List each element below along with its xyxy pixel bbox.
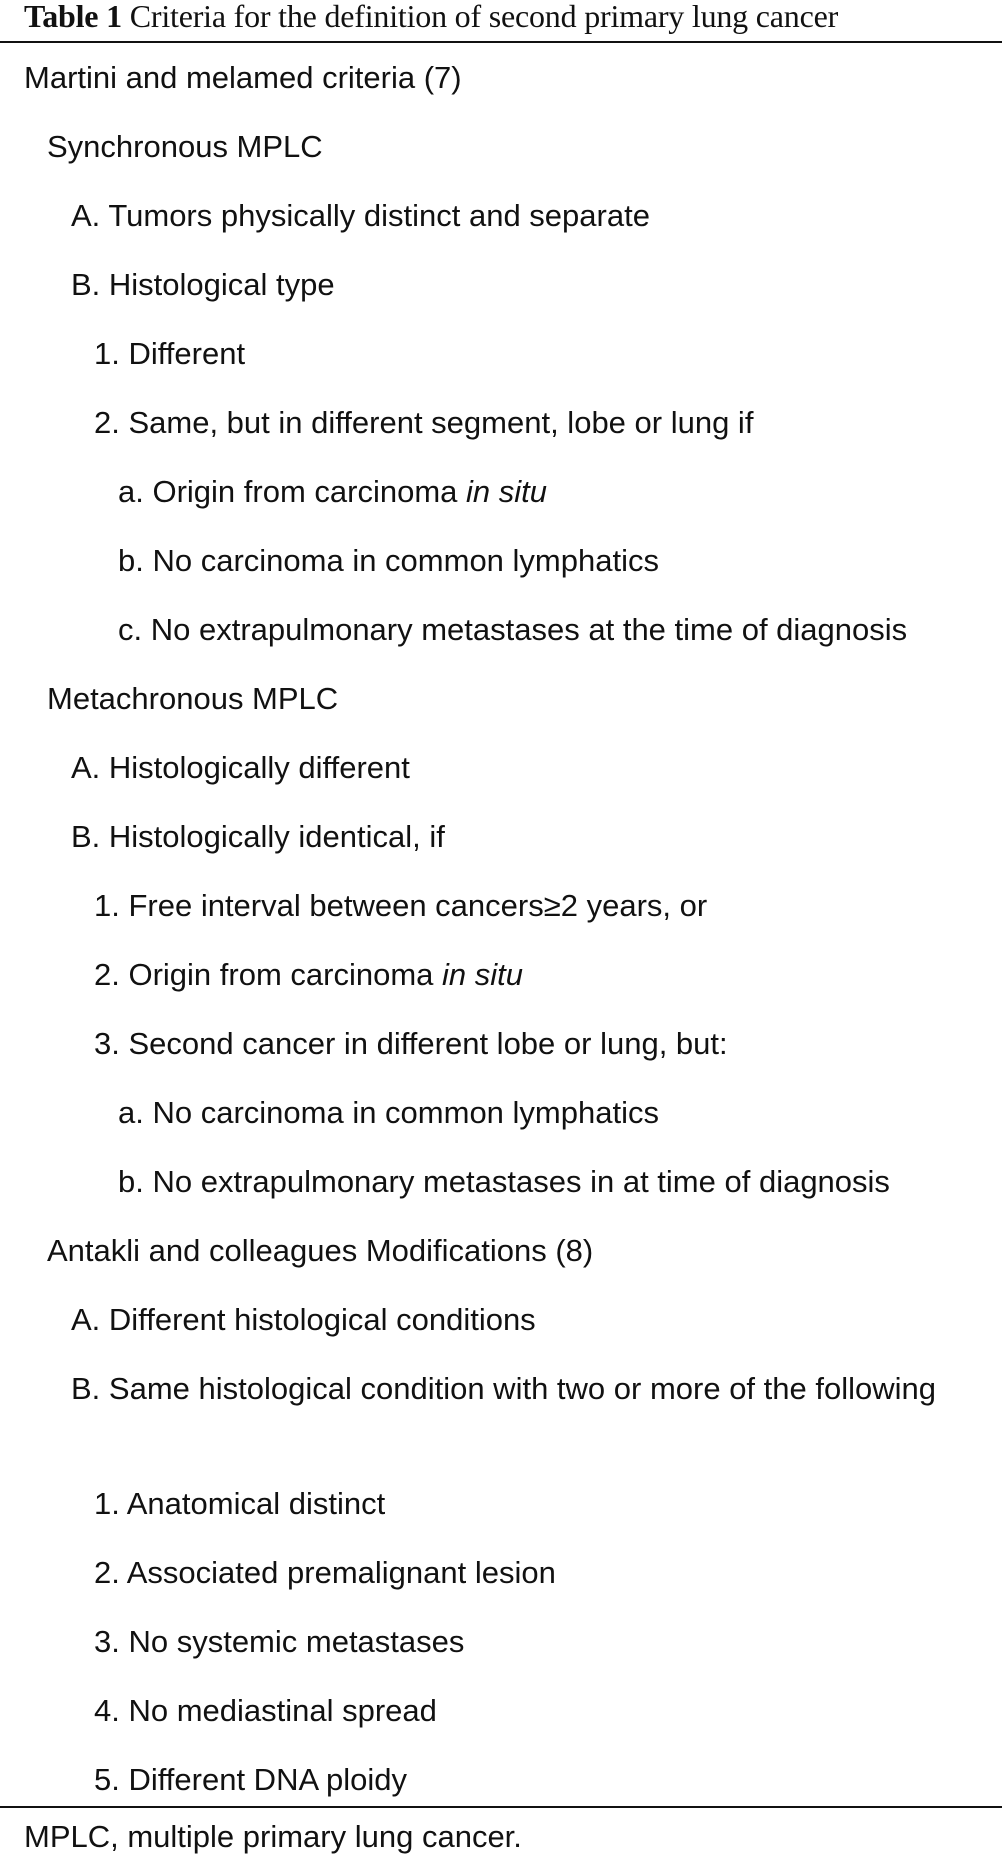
criteria-item: A. Tumors physically distinct and separate xyxy=(71,198,650,233)
criteria-item: b. No carcinoma in common lymphatics xyxy=(118,543,659,578)
table-bottom-rule xyxy=(0,1806,1002,1808)
criteria-item: 3. Second cancer in different lobe or lung, but: xyxy=(94,1026,728,1061)
criteria-item: 2. Same, but in different segment, lobe or lung if xyxy=(94,405,754,440)
criteria-item: a. Origin from carcinoma in situ xyxy=(118,474,547,509)
criteria-item: 4. No mediastinal spread xyxy=(94,1693,437,1728)
criteria-item: 5. Different DNA ploidy xyxy=(94,1762,408,1797)
table-caption xyxy=(24,0,838,40)
criteria-item: 1. Different xyxy=(94,336,246,371)
table-top-rule xyxy=(0,41,1002,43)
criteria-item: 3. No systemic metastases xyxy=(94,1624,465,1659)
criteria-item: B. Histological type xyxy=(71,267,335,302)
criteria-item: a. No carcinoma in common lymphatics xyxy=(118,1095,659,1130)
criteria-item: 2. Origin from carcinoma in situ xyxy=(94,957,523,992)
criteria-item: B. Histologically identical, if xyxy=(71,819,445,854)
table-footnote: MPLC, multiple primary lung cancer. xyxy=(24,1819,522,1854)
criteria-list xyxy=(0,55,1002,1826)
criteria-subheading-antakli: Antakli and colleagues Modifications (8) xyxy=(47,1233,594,1268)
criteria-subheading-metachronous: Metachronous MPLC xyxy=(47,681,339,716)
criteria-heading-martini: Martini and melamed criteria (7) xyxy=(24,60,462,95)
criteria-subheading-synchronous: Synchronous MPLC xyxy=(47,129,323,164)
table-title: Criteria for the definition of second primary lung cancer xyxy=(129,0,839,34)
criteria-item: A. Different histological conditions xyxy=(71,1302,536,1337)
criteria-item: 1. Anatomical distinct xyxy=(94,1486,386,1521)
criteria-item: 1. Free interval between cancers≥2 years, or xyxy=(94,888,708,923)
table-label: Table 1 xyxy=(24,0,122,34)
criteria-item: A. Histologically different xyxy=(71,750,410,785)
criteria-item: c. No extrapulmonary metastases at the time of diagnosis xyxy=(118,612,908,647)
criteria-item: B. Same histological condition with two or more of the following xyxy=(71,1371,936,1406)
criteria-item: 2. Associated premalignant lesion xyxy=(94,1555,556,1590)
criteria-item: b. No extrapulmonary metastases in at time of diagnosis xyxy=(118,1164,890,1199)
